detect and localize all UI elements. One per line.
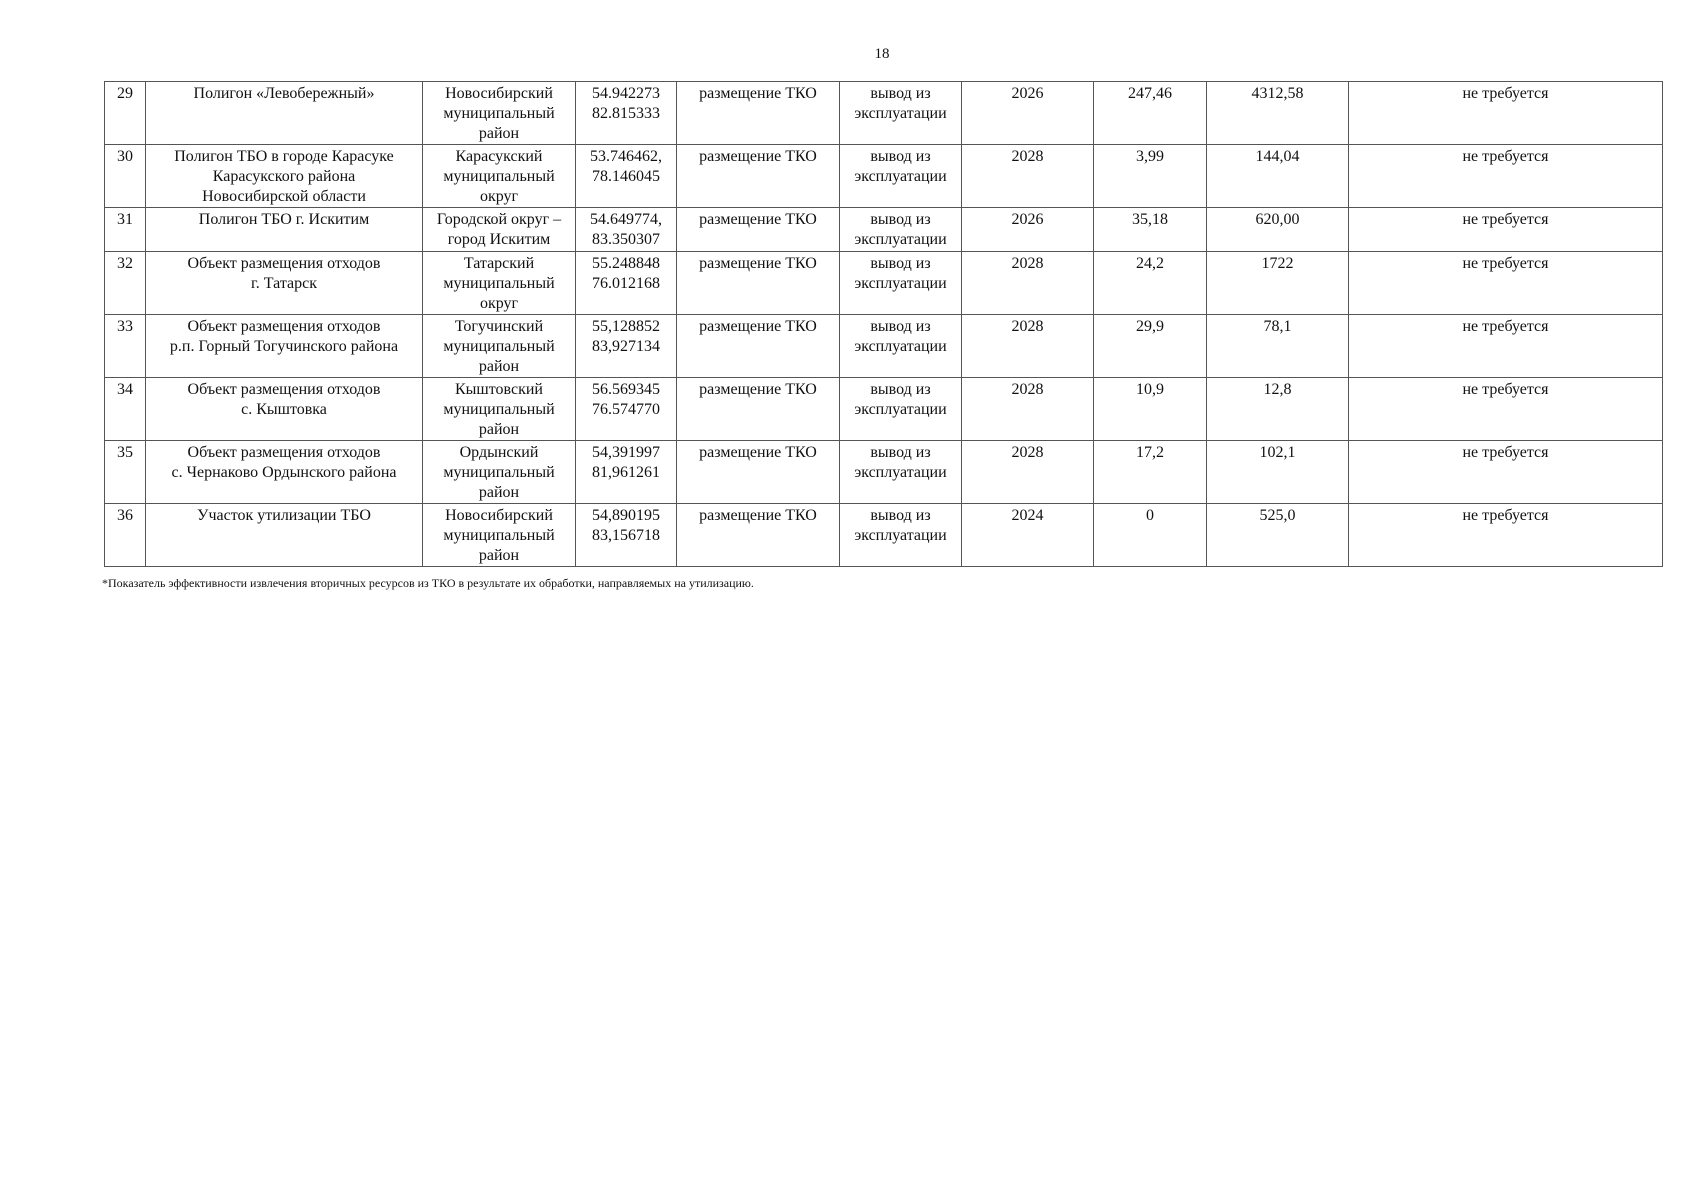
coordinates-line: 81,961261 [592,464,660,481]
municipality-cell [423,378,576,441]
planned-action-line: эксплуатации [854,105,947,122]
municipality-line: Тогучинский [454,318,544,335]
municipality-line: Карасукский [455,148,543,165]
facility-name-cell [146,315,423,378]
coordinates-line: 76.012168 [592,275,660,292]
facility-name-cell [146,208,423,252]
table-row [105,252,1663,315]
planned-action-line: эксплуатации [854,401,947,418]
coordinates-cell [576,315,677,378]
page-number: 18 [874,46,890,62]
purpose-cell: размещение ТКО [677,82,840,145]
planned-action-line: эксплуатации [854,168,947,185]
coordinates-cell [576,82,677,145]
coordinates-line: 55.248848 [592,255,660,272]
planned-action-line: вывод из [870,507,931,524]
coordinates-cell [576,208,677,252]
facility-name-line: г. Татарск [251,275,317,292]
value-a-cell: 3,99 [1094,145,1207,208]
planned-action-line: эксплуатации [854,527,947,544]
municipality-line: район [478,547,520,564]
planned-action-cell [840,504,962,567]
value-b-cell: 525,0 [1207,504,1349,567]
table-row [105,441,1663,504]
municipality-line: Новосибирский [445,85,553,102]
requirement-cell: не требуется [1349,441,1663,504]
row-number-cell: 29 [105,82,146,145]
municipality-line: Татарский [463,255,535,272]
planned-action-line: вывод из [870,85,931,102]
year-cell: 2026 [962,208,1094,252]
year-cell: 2028 [962,315,1094,378]
facility-name-cell [146,378,423,441]
municipality-line: муниципальный [443,401,555,418]
value-b-cell: 78,1 [1207,315,1349,378]
row-number-cell: 30 [105,145,146,208]
municipality-line: Новосибирский [445,507,553,524]
value-b-cell: 620,00 [1207,208,1349,252]
facility-name-cell [146,504,423,567]
municipality-cell [423,504,576,567]
municipality-line: район [478,125,520,142]
purpose-cell: размещение ТКО [677,441,840,504]
facility-name-line: Новосибирской области [202,188,366,205]
planned-action-line: эксплуатации [854,275,947,292]
municipality-cell [423,82,576,145]
planned-action-cell [840,252,962,315]
facility-name-line: р.п. Горный Тогучинского района [169,338,399,355]
value-a-cell: 10,9 [1094,378,1207,441]
facility-name-cell [146,145,423,208]
purpose-cell: размещение ТКО [677,504,840,567]
municipality-line: муниципальный [443,105,555,122]
facility-name-line: Полигон «Левобережный» [193,85,375,102]
facility-name-line: Участок утилизации ТБО [197,507,371,524]
purpose-cell: размещение ТКО [677,315,840,378]
value-b-cell: 144,04 [1207,145,1349,208]
value-b-cell: 12,8 [1207,378,1349,441]
municipality-cell [423,441,576,504]
municipality-line: муниципальный [443,168,555,185]
purpose-cell: размещение ТКО [677,145,840,208]
row-number-cell: 31 [105,208,146,252]
planned-action-line: вывод из [870,211,931,228]
municipality-line: муниципальный [443,338,555,355]
facility-name-line: Объект размещения отходов [187,444,381,461]
value-a-cell: 35,18 [1094,208,1207,252]
value-b-cell: 102,1 [1207,441,1349,504]
facility-name-line: Полигон ТБО г. Искитим [198,211,370,228]
planned-action-cell [840,208,962,252]
facility-name-line: Карасукского района [212,168,356,185]
value-b-cell: 1722 [1207,252,1349,315]
coordinates-line: 76.574770 [592,401,660,418]
municipality-line: округ [479,188,519,205]
year-cell: 2026 [962,82,1094,145]
coordinates-cell [576,378,677,441]
row-number-cell: 32 [105,252,146,315]
coordinates-line: 54.942273 [592,85,660,102]
row-number-cell: 35 [105,441,146,504]
planned-action-cell [840,145,962,208]
table-row [105,378,1663,441]
municipality-cell [423,208,576,252]
municipality-line: муниципальный [443,527,555,544]
facility-name-line: Полигон ТБО в городе Карасуке [174,148,394,165]
municipality-line: район [478,358,520,375]
municipality-line: Ордынский [459,444,539,461]
municipality-line: Городской округ – [436,211,562,228]
year-cell: 2028 [962,252,1094,315]
facility-name-line: Объект размещения отходов [187,255,381,272]
municipality-cell [423,315,576,378]
waste-facilities-table [104,81,1663,567]
requirement-cell: не требуется [1349,315,1663,378]
planned-action-line: вывод из [870,148,931,165]
coordinates-line: 53.746462, [590,148,662,165]
coordinates-line: 55,128852 [592,318,660,335]
coordinates-line: 82.815333 [592,105,660,122]
facility-name-line: Объект размещения отходов [187,381,381,398]
row-number-cell: 34 [105,378,146,441]
requirement-cell: не требуется [1349,504,1663,567]
table-row [105,208,1663,252]
value-a-cell: 24,2 [1094,252,1207,315]
row-number-cell: 33 [105,315,146,378]
municipality-line: Кыштовский [455,381,543,398]
planned-action-line: эксплуатации [854,231,947,248]
year-cell: 2024 [962,504,1094,567]
municipality-line: муниципальный [443,275,555,292]
planned-action-line: вывод из [870,444,931,461]
municipality-cell [423,145,576,208]
purpose-cell: размещение ТКО [677,208,840,252]
value-a-cell: 29,9 [1094,315,1207,378]
coordinates-line: 54,890195 [592,507,660,524]
municipality-line: район [478,421,520,438]
coordinates-line: 54.649774, [590,211,662,228]
facility-name-cell [146,252,423,315]
municipality-cell [423,252,576,315]
coordinates-cell [576,252,677,315]
facility-name-line: Объект размещения отходов [187,318,381,335]
value-a-cell: 17,2 [1094,441,1207,504]
facility-name-cell [146,82,423,145]
coordinates-cell [576,441,677,504]
coordinates-cell [576,504,677,567]
municipality-line: муниципальный [443,464,555,481]
planned-action-line: вывод из [870,381,931,398]
planned-action-line: вывод из [870,318,931,335]
requirement-cell: не требуется [1349,378,1663,441]
coordinates-line: 83.350307 [592,231,660,248]
coordinates-line: 56.569345 [592,381,660,398]
year-cell: 2028 [962,145,1094,208]
coordinates-line: 83,927134 [592,338,660,355]
municipality-line: округ [479,295,519,312]
requirement-cell: не требуется [1349,208,1663,252]
facility-name-line: с. Чернаково Ордынского района [171,464,397,481]
year-cell: 2028 [962,441,1094,504]
municipality-line: город Искитим [447,231,551,248]
facility-name-line: с. Кыштовка [241,401,327,418]
planned-action-line: эксплуатации [854,464,947,481]
planned-action-line: вывод из [870,255,931,272]
requirement-cell: не требуется [1349,82,1663,145]
planned-action-line: эксплуатации [854,338,947,355]
purpose-cell: размещение ТКО [677,378,840,441]
planned-action-cell [840,441,962,504]
planned-action-cell [840,82,962,145]
coordinates-line: 78.146045 [592,168,660,185]
planned-action-cell [840,378,962,441]
planned-action-cell [840,315,962,378]
purpose-cell: размещение ТКО [677,252,840,315]
table-row [105,82,1663,145]
footnote: *Показатель эффективности извлечения вторичных ресурсов из ТКО в результате их обработки, направляемых на утилизацию. [102,576,754,590]
coordinates-cell [576,145,677,208]
value-a-cell: 247,46 [1094,82,1207,145]
table-row [105,315,1663,378]
value-a-cell: 0 [1094,504,1207,567]
facility-name-cell [146,441,423,504]
requirement-cell: не требуется [1349,252,1663,315]
coordinates-line: 54,391997 [592,444,660,461]
row-number-cell: 36 [105,504,146,567]
year-cell: 2028 [962,378,1094,441]
value-b-cell: 4312,58 [1207,82,1349,145]
table-row [105,145,1663,208]
requirement-cell: не требуется [1349,145,1663,208]
coordinates-line: 83,156718 [592,527,660,544]
municipality-line: район [478,484,520,501]
table-row [105,504,1663,567]
